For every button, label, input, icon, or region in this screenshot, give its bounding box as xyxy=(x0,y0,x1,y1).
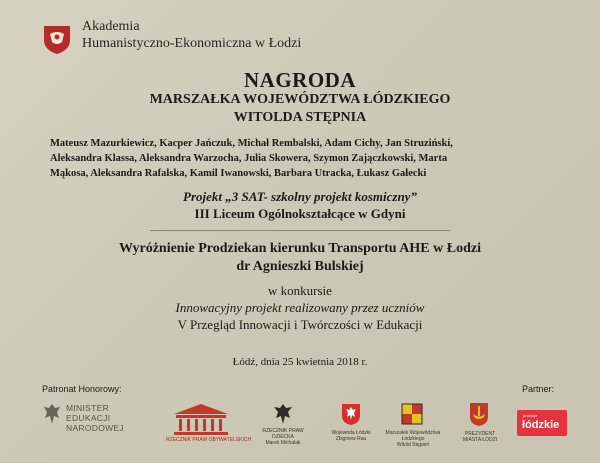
institution-header xyxy=(40,18,301,56)
contest-intro: w konkursie xyxy=(268,283,332,298)
award-title: NAGRODA xyxy=(244,68,356,92)
distinction-text: Wyróżnienie Prodziekan kierunku Transportu AHE w Łodzi xyxy=(119,241,481,256)
marszalek-line1: Marszałek Województwa Łódzkiego xyxy=(385,430,441,442)
review-name: V Przegląd Innowacji i Twórczości w Edukacji xyxy=(177,317,423,332)
prezydent-logo-text: PREZYDENT MIASTA ŁODZI xyxy=(462,431,498,443)
men-line1: MINISTER xyxy=(66,403,110,413)
rpd-logo-text xyxy=(252,428,314,446)
patronat-label: Patronat Honorowy: xyxy=(42,384,122,394)
institution-line1: Akademia xyxy=(82,19,140,34)
marszalek-shield-icon xyxy=(400,402,424,426)
men-logo-text xyxy=(66,403,124,433)
award-granter-title: MARSZAŁKA WOJEWÓDZTWA ŁÓDZKIEGO xyxy=(149,92,451,107)
marszalek-line2: Witold Stępień xyxy=(396,442,430,448)
recipients-line3: Mąkosa, Aleksandra Rafalska, Kamil Iwanowski, Barbara Utracka, Łukasz Gałecki xyxy=(50,168,427,179)
ahe-crest-icon xyxy=(40,22,74,56)
men-line3: NARODOWEJ xyxy=(66,423,124,433)
recipients-list xyxy=(50,136,550,181)
institution-line2: Humanistyczno-Ekonomiczna w Łodzi xyxy=(82,36,302,51)
men-eagle-icon xyxy=(42,402,62,426)
contest-name: Innowacyjny projekt realizowany przez uczniów xyxy=(175,300,425,315)
lodz-city-shield-icon xyxy=(468,401,490,427)
rpo-logo-text: RZECZNIK PRAW OBYWATELSKICH xyxy=(166,437,252,443)
rpd-line1: RZECZNIK PRAW DZIECKA xyxy=(262,428,304,440)
lodzkie-text: łódzkie xyxy=(522,419,560,431)
wojewoda-logo-text xyxy=(326,430,376,442)
wojewoda-shield-icon xyxy=(340,402,362,426)
wojewoda-line1: Wojewoda Łódzki xyxy=(331,430,371,436)
institution-name xyxy=(82,18,301,52)
rpd-line2: Marek Michalak xyxy=(265,440,301,446)
rpd-eagle-icon xyxy=(272,403,294,425)
marszalek-logo-text xyxy=(378,430,448,448)
distinction-person: dr Agnieszki Bulskiej xyxy=(236,259,364,274)
rpo-building-icon xyxy=(170,402,232,436)
recipients-line1: Mateusz Mazurkiewicz, Kacper Jańczuk, Michał Rembalski, Adam Cichy, Jan Struziński, xyxy=(50,138,453,149)
recipients-line2: Aleksandra Klassa, Aleksandra Warzocha, Julia Skowera, Szymon Zajączkowski, Marta xyxy=(50,153,448,164)
partner-label: Partner: xyxy=(522,384,555,394)
school-name: III Liceum Ogólnokształcące w Gdyni xyxy=(194,206,406,221)
lodzkie-small-text: promuje xyxy=(523,413,538,418)
project-name: Projekt „3 SAT- szkolny projekt kosmiczny” xyxy=(183,189,417,204)
award-granter-name: WITOLDA STĘPNIA xyxy=(233,110,367,125)
award-date: Łódź, dnia 25 kwietnia 2018 r. xyxy=(232,356,368,368)
wojewoda-line2: Zbigniew Rau xyxy=(335,436,367,442)
divider xyxy=(150,230,450,231)
men-line2: EDUKACJI xyxy=(66,413,111,423)
